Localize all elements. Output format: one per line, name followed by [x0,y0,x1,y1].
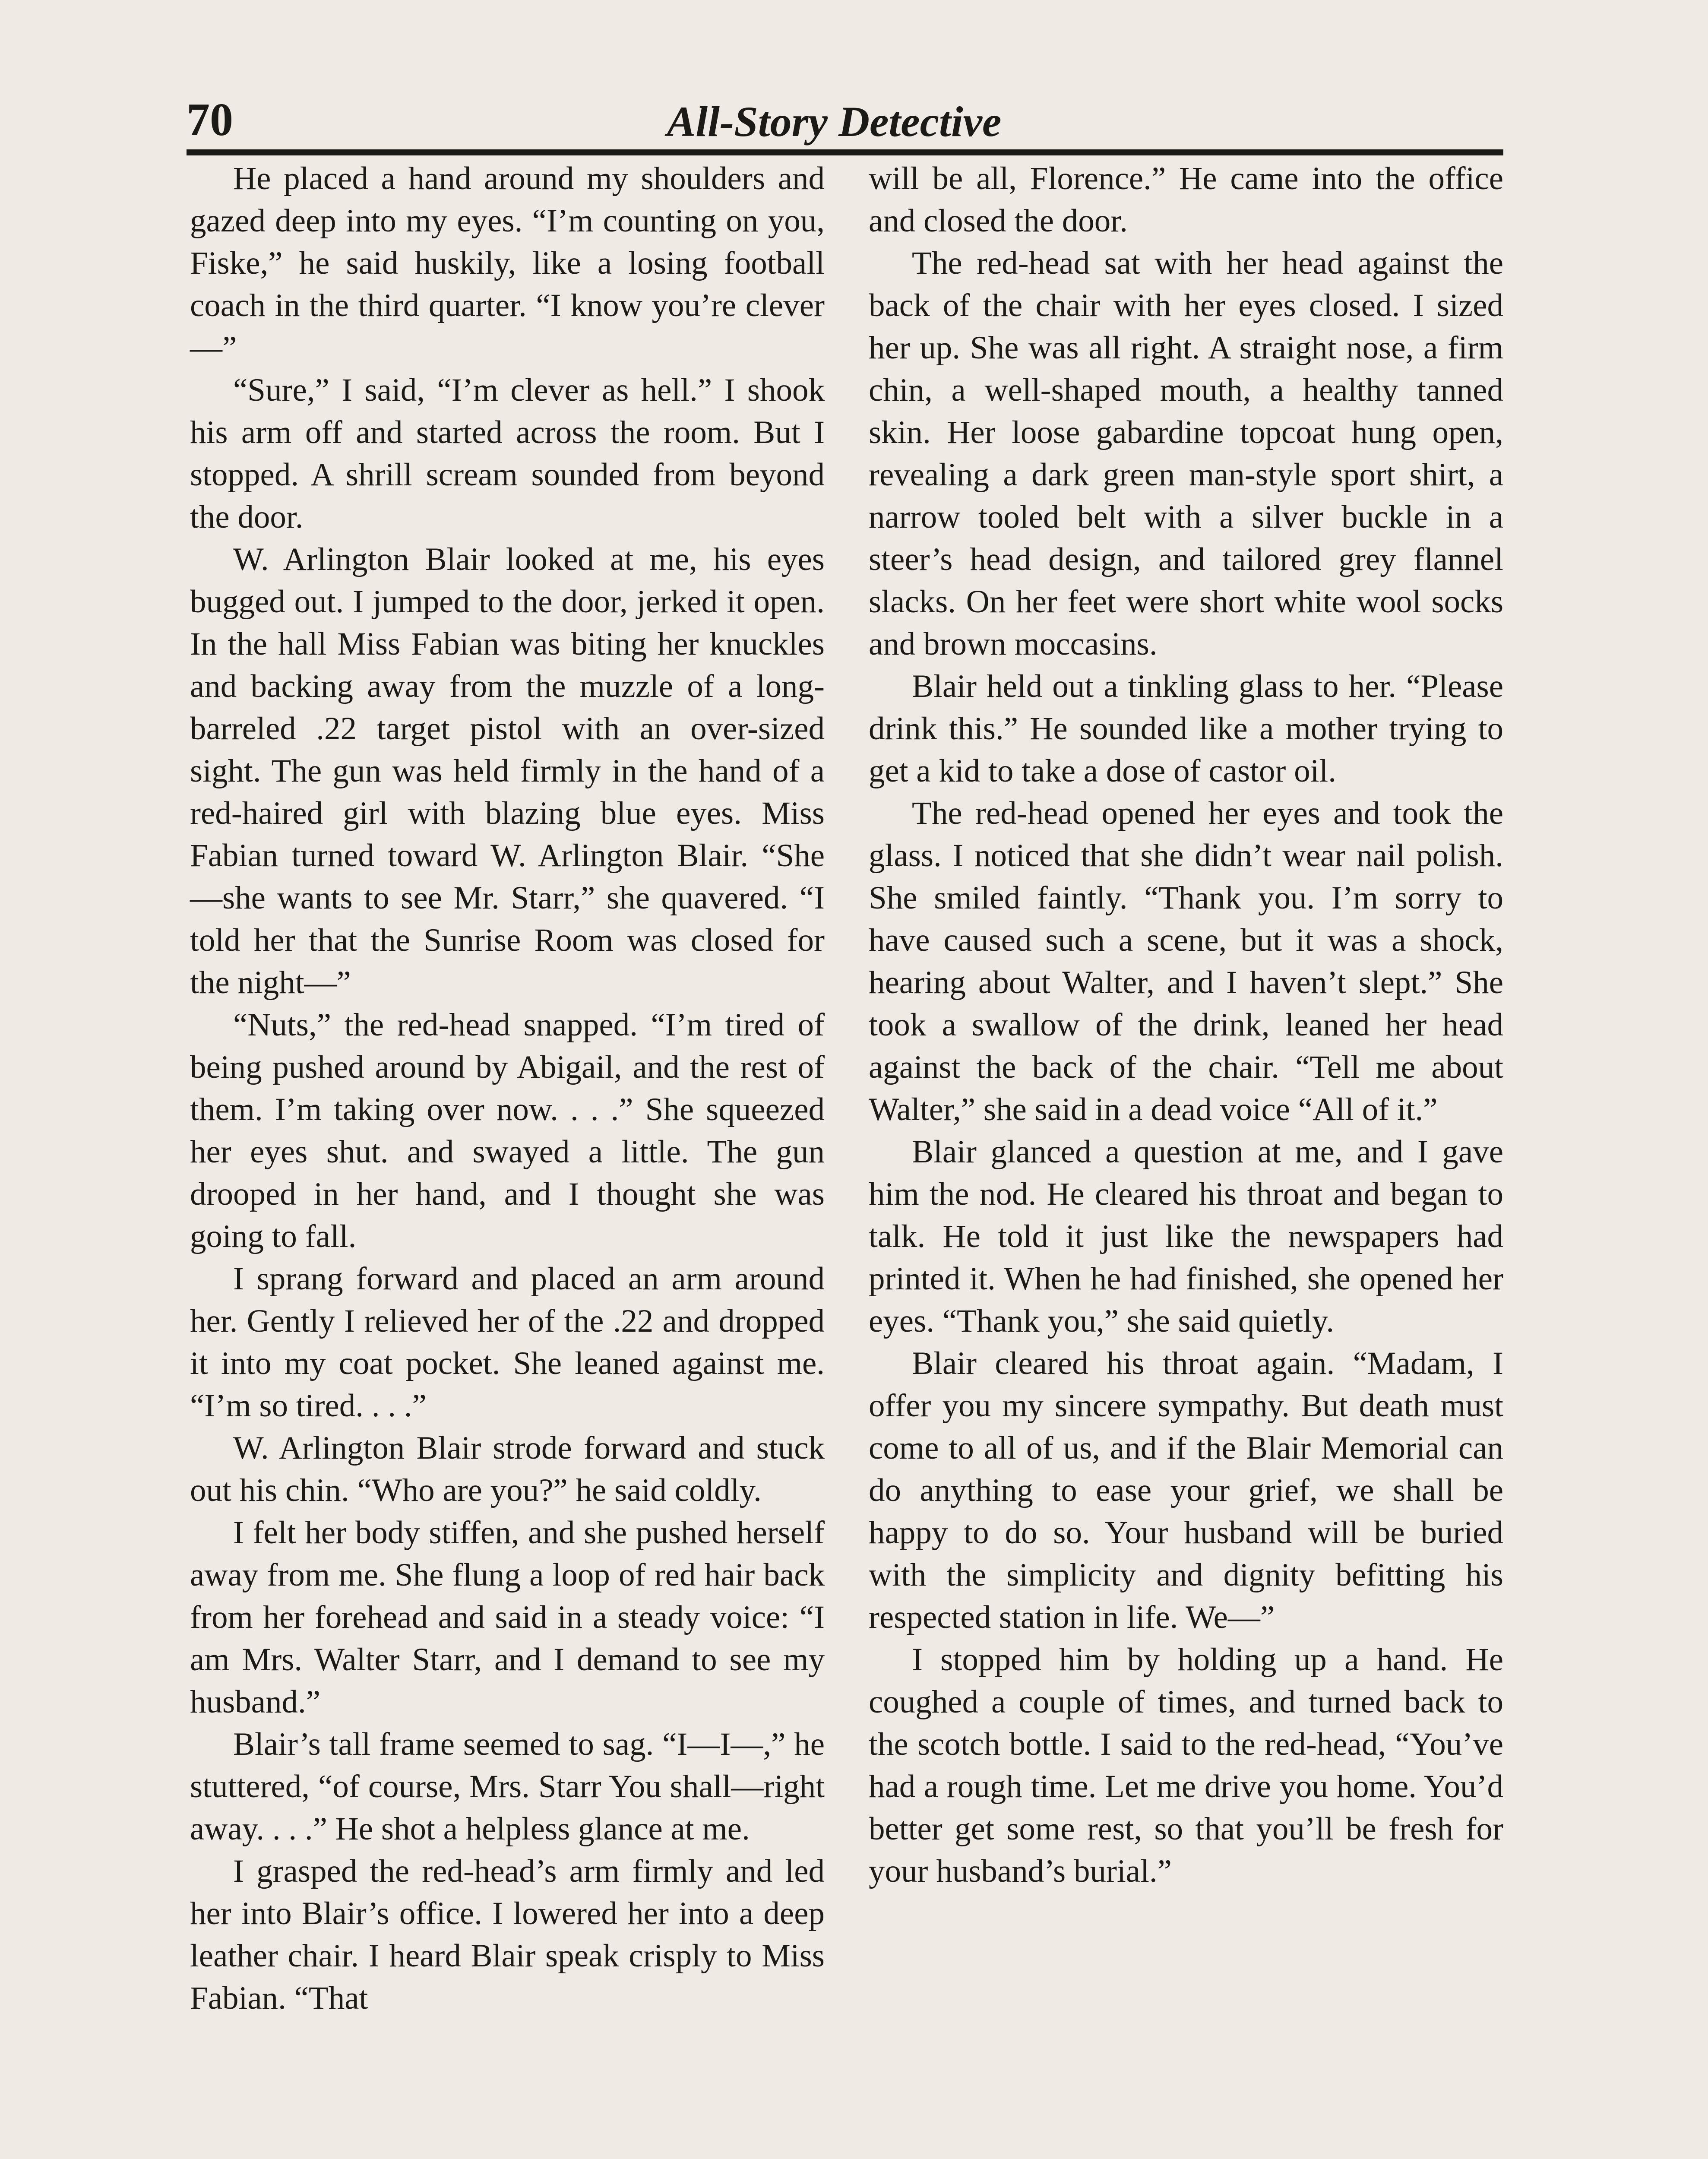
paragraph: The red-head sat with her head against the back of the chair with her eyes closed. I sized her up. She was all right. A straight nose, a firm chin, a well-shaped mouth, a healthy tanned skin. Her loose gabardine topcoat hung open, revealing a dark green man-style sport shirt, a narrow tooled belt with a silver buckle in a steer’s head design, and tailored grey flannel slacks. On her feet were short white wool socks and brown moccasins. [869,245,1503,662]
paragraph: W. Arlington Blair strode forward and stuck out his chin. “Who are you?” he said coldly. [190,1430,825,1508]
paragraph: Blair glanced a question at me, and I gave him the nod. He cleared his throat and began to talk. He told it just like the newspapers had printed it. When he had finished, she opened her eyes. “Thank you,” she said quietly. [869,1134,1503,1339]
paragraph: Blair’s tall frame seemed to sag. “I—I—,” he stuttered, “of course, Mrs. Starr You shall—right away. . . .” He shot a helpless glance at me. [190,1726,825,1847]
right-column [869,158,1503,1893]
paragraph: I felt her body stiffen, and she pushed herself away from me. She flung a loop of red hair back from her forehead and said in a steady voice: “I am Mrs. Walter Starr, and I demand to see my husband.” [190,1515,825,1720]
paragraph: The red-head opened her eyes and took the glass. I noticed that she didn’t wear nail polish. She smiled faintly. “Thank you. I’m sorry to have caused such a scene, but it was a shock, hearing about Walter, and I haven’t slept.” She took a swallow of the drink, leaned her head against the back of the chair. “Tell me about Walter,” she said in a dead voice “All of it.” [869,795,1503,1127]
paragraph: He placed a hand around my shoulders and gazed deep into my eyes. “I’m counting on you, Fiske,” he said huskily, like a losing football coach in the third quarter. “I know you’re clever—” [190,161,825,366]
paragraph: Blair cleared his throat again. “Madam, I offer you my sincere sympathy. But death must come to all of us, and if the Blair Memorial can do anything to ease your grief, we shall be happy to do so. Your husband will be buried with the simplicity and dignity befitting his respected station in life. We—” [869,1345,1503,1635]
left-column [190,158,825,2020]
paragraph: “Sure,” I said, “I’m clever as hell.” I shook his arm off and started across the room. But I stopped. A shrill scream sounded from beyond the door. [190,372,825,535]
paragraph: I sprang forward and placed an arm around her. Gently I relieved her of the .22 and dropped it into my coat pocket. She leaned against me. “I’m so tired. . . .” [190,1261,825,1424]
paragraph: I stopped him by holding up a hand. He coughed a couple of times, and turned back to the scotch bottle. I said to the red-head, “You’ve had a rough time. Let me drive you home. You’d better get some rest, so that you’ll be fresh for your husband’s burial.” [869,1642,1503,1889]
paragraph: I grasped the red-head’s arm firmly and led her into Blair’s office. I lowered her into a deep leather chair. I heard Blair speak crisply to Miss Fabian. “That [190,1853,825,2016]
page-header [187,85,1503,155]
running-title: All-Story Detective [667,98,1002,146]
paragraph-continuation: will be all, Florence.” He came into the office and closed the door. [869,161,1503,239]
page-number: 70 [187,94,233,146]
paragraph: W. Arlington Blair looked at me, his eyes bugged out. I jumped to the door, jerked it open. In the hall Miss Fabian was biting her knuckles and backing away from the muzzle of a long-barreled .22 target pistol with an over-sized sight. The gun was held firmly in the hand of a red-haired girl with blazing blue eyes. Miss Fabian turned toward W. Arlington Blair. “She—she wants to see Mr. Starr,” she quavered. “I told her that the Sunrise Room was closed for the night—” [190,541,825,1000]
paragraph: “Nuts,” the red-head snapped. “I’m tired of being pushed around by Abigail, and the rest of them. I’m taking over now. . . .” She squeezed her eyes shut. and swayed a little. The gun drooped in her hand, and I thought she was going to fall. [190,1007,825,1254]
paragraph: Blair held out a tinkling glass to her. “Please drink this.” He sounded like a mother trying to get a kid to take a dose of castor oil. [869,668,1503,789]
